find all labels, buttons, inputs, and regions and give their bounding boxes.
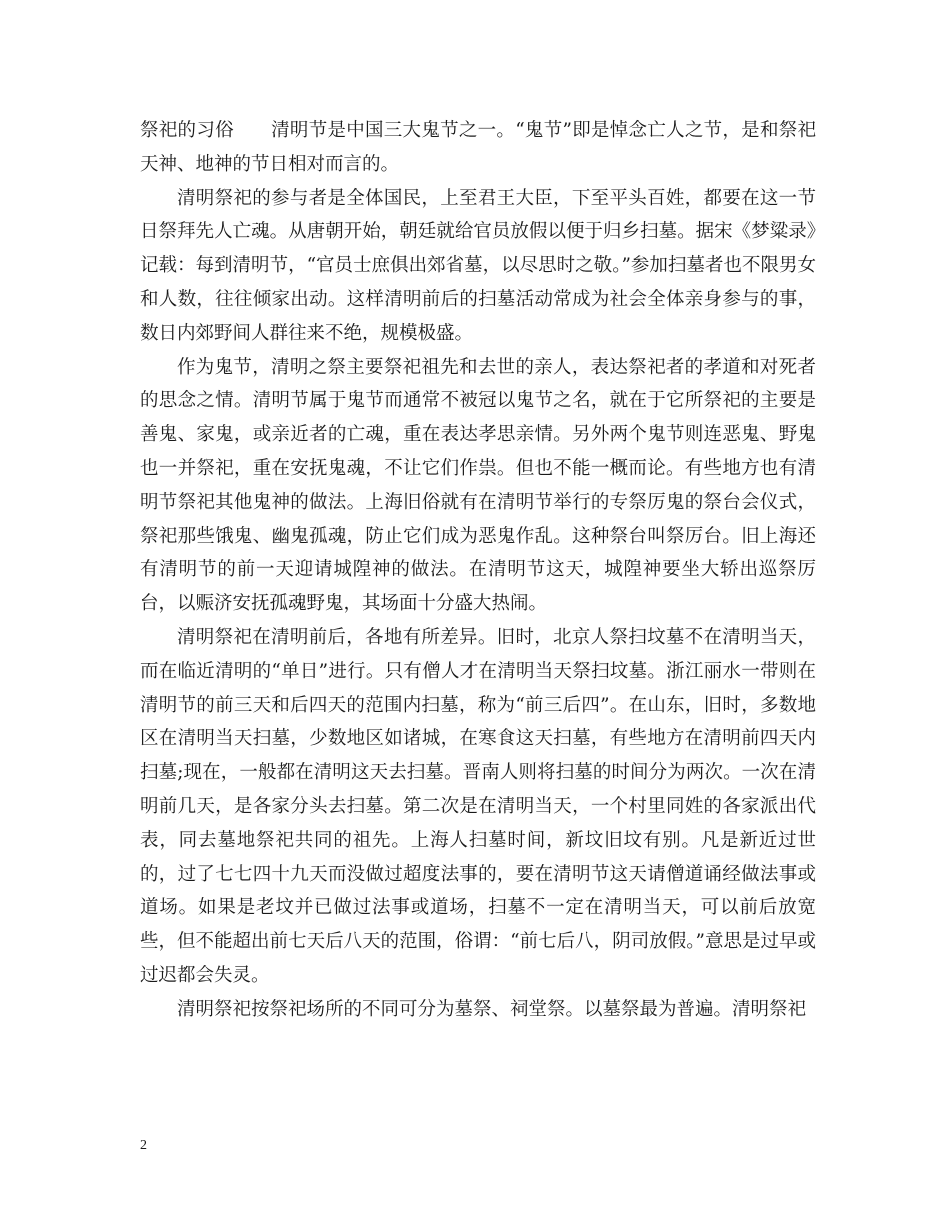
page-number: 2 bbox=[140, 1138, 147, 1153]
paragraph: 清明祭祀按祭祀场所的不同可分为墓祭、祠堂祭。以墓祭最为普遍。清明祭祀 bbox=[177, 998, 807, 1020]
paragraph: 清明祭祀的参与者是全体国民，上至君王大臣，下至平头百姓，都要在这一节日祭拜先人亡魂。从唐朝开始，朝廷就给官员放假以便于归乡扫墓。据宋《梦粱录》记载：每到清明节，“官员士庶俱出郊省墓，以尽思时之敬。”参加扫墓者也不限男女和人数，往往倾家出动。这样清明前后的扫墓活动常成为社会全体亲身参与的事，数日内郊野间人群往来不绝，规模极盛。 bbox=[140, 187, 816, 344]
paragraph: 清明祭祀在清明前后，各地有所差异。旧时，北京人祭扫坟墓不在清明当天，而在临近清明的“单日”进行。只有僧人才在清明当天祭扫坟墓。浙江丽水一带则在清明节的前三天和后四天的范围内扫墓，称为“前三后四”。在山东，旧时，多数地区在清明当天扫墓，少数地区如诸城，在寒食这天扫墓，有些地方在清明前四天内扫墓;现在，一般都在清明这天去扫墓。晋南人则将扫墓的时间分为两次。一次在清明前几天，是各家分头去扫墓。第二次是在清明当天，一个村里同姓的各家派出代表，同去墓地祭祀共同的祖先。上海人扫墓时间，新坟旧坟有别。凡是新近过世的，过了七七四十九天而没做过超度法事的，要在清明节这天请僧道诵经做法事或道场。如果是老坟并已做过法事或道场，扫墓不一定在清明当天，可以前后放宽些，但不能超出前七天后八天的范围，俗谓：“前七后八，阴司放假。”意思是过早或过迟都会失灵。 bbox=[140, 626, 816, 986]
paragraph: 作为鬼节，清明之祭主要祭祀祖先和去世的亲人，表达祭祀者的孝道和对死者的思念之情。清明节属于鬼节而通常不被冠以鬼节之名，就在于它所祭祀的主要是善鬼、家鬼，或亲近者的亡魂，重在表达孝思亲情。另外两个鬼节则连恶鬼、野鬼也一并祭祀，重在安抚鬼魂，不让它们作祟。但也不能一概而论。有些地方也有清明节祭祀其他鬼神的做法。上海旧俗就有在清明节举行的专祭厉鬼的祭台会仪式，祭祀那些饿鬼、幽鬼孤魂，防止它们成为恶鬼作乱。这种祭台叫祭厉台。旧上海还有清明节的前一天迎请城隍神的做法。在清明节这天，城隍神要坐大轿出巡祭厉台，以赈济安抚孤魂野鬼，其场面十分盛大热闹。 bbox=[140, 356, 816, 615]
section-heading: 祭祀的习俗 bbox=[140, 120, 234, 141]
document-body bbox=[140, 114, 816, 1027]
paragraph-intro bbox=[140, 114, 816, 182]
paragraph-text: 清明节是中国三大鬼节之一。“鬼节”即是悼念亡人之节，是和祭祀天神、地神的节日相对而言的。 bbox=[140, 120, 816, 175]
